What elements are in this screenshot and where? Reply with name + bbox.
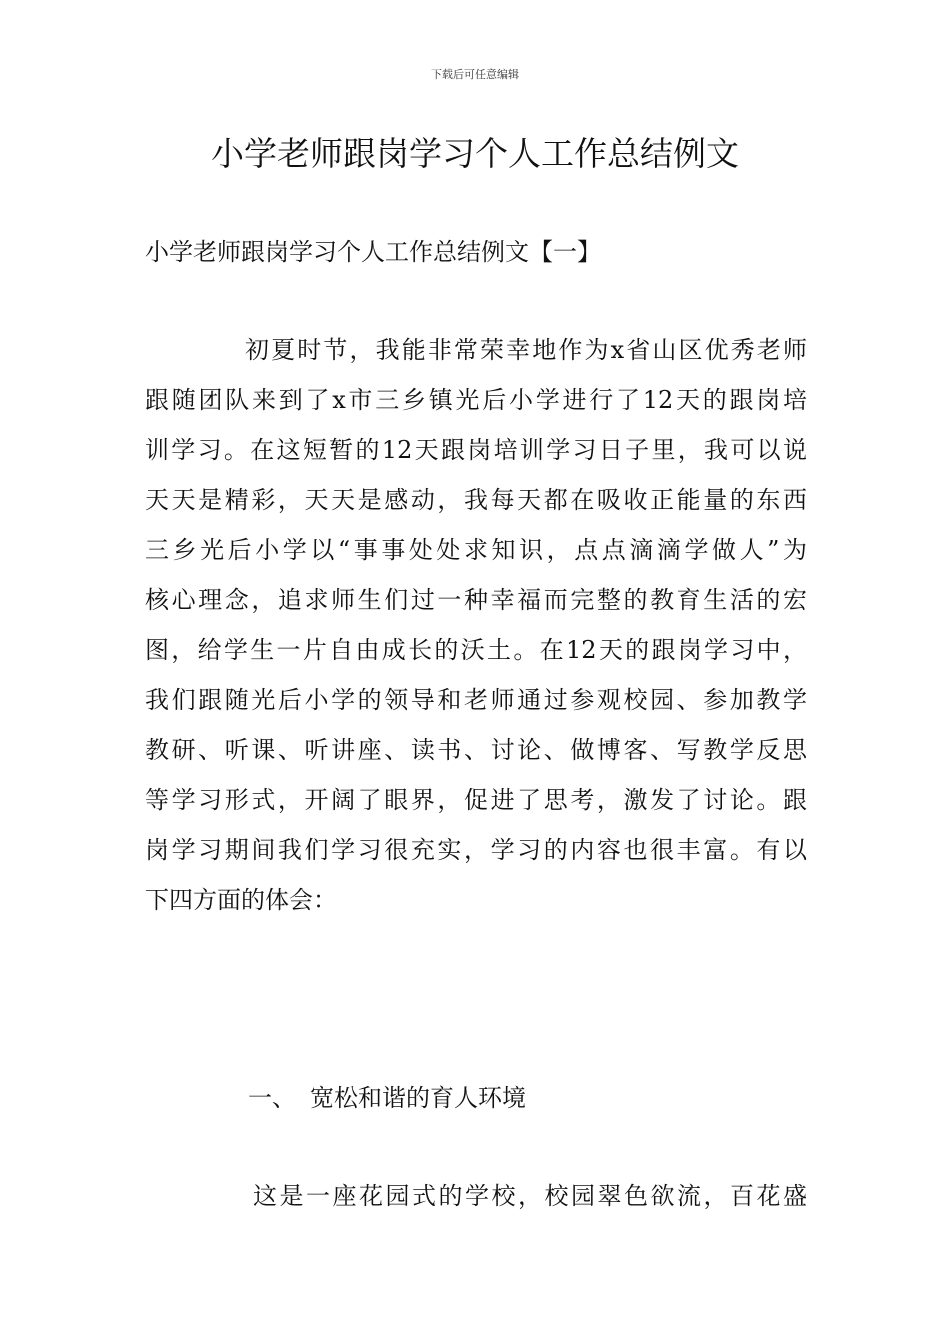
paragraph-line: 图，给学生一片自由成长的沃土。在12天的跟岗学习中， <box>145 636 807 664</box>
subheading-number: 一、 <box>248 1084 296 1112</box>
subheading-1 <box>248 1078 526 1113</box>
document-title: 小学老师跟岗学习个人工作总结例文 <box>211 134 739 173</box>
subheading-text: 宽松和谐的育人环境 <box>310 1084 526 1112</box>
paragraph-line: 天天是精彩，天天是感动，我每天都在吸收正能量的东西 <box>145 486 807 514</box>
paragraph-line: 三乡光后小学以“事事处处求知识，点点滴滴学做人”为 <box>145 536 807 564</box>
section-heading: 小学老师跟岗学习个人工作总结例文【一】 <box>145 238 601 266</box>
paragraph-line: 我们跟随光后小学的领导和老师通过参观校园、参加教学 <box>145 686 807 714</box>
paragraph-line: 下四方面的体会： <box>145 886 337 914</box>
header-note: 下载后可任意编辑 <box>431 68 519 81</box>
paragraph-line: 岗学习期间我们学习很充实，学习的内容也很丰富。有以 <box>145 836 807 864</box>
paragraph-line: 训学习。在这短暂的12天跟岗培训学习日子里，我可以说 <box>145 436 807 464</box>
paragraph-2-line: 这是一座花园式的学校，校园翠色欲流，百花盛 <box>253 1182 807 1210</box>
paragraph-line: 跟随团队来到了x市三乡镇光后小学进行了12天的跟岗培 <box>145 386 807 414</box>
paragraph-line: 核心理念，追求师生们过一种幸福而完整的教育生活的宏 <box>145 586 807 614</box>
paragraph-line: 教研、听课、听讲座、读书、讨论、做博客、写教学反思 <box>145 736 807 764</box>
paragraph-line: 等学习形式，开阔了眼界，促进了思考，激发了讨论。跟 <box>145 786 807 814</box>
paragraph-1 <box>145 332 807 932</box>
paragraph-line: 初夏时节，我能非常荣幸地作为x省山区优秀老师 <box>245 336 807 364</box>
